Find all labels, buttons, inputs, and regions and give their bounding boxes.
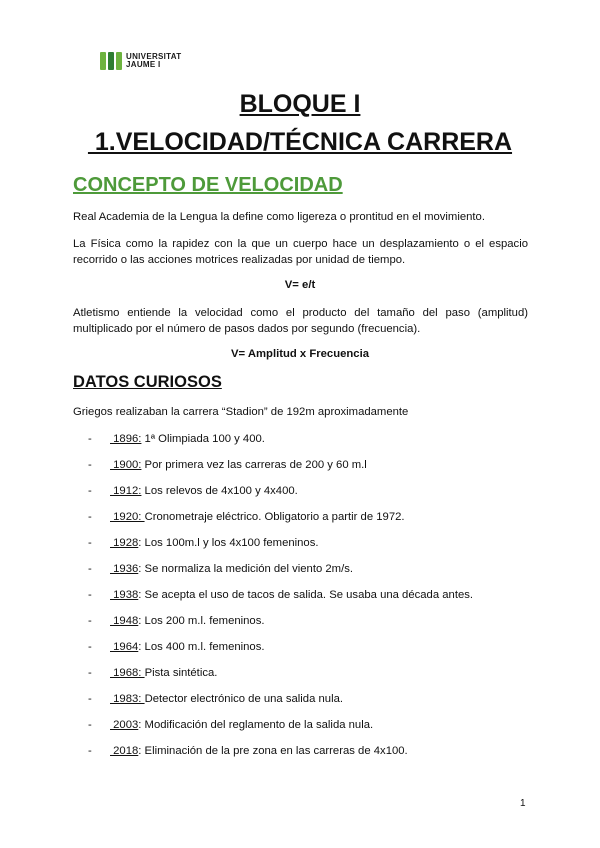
- list-bullet: -: [88, 615, 92, 627]
- formula-velocity: V= e/t: [284, 279, 316, 291]
- list-item-year: 1964: [110, 641, 139, 653]
- list-bullet: -: [88, 745, 92, 757]
- list-item-description: : Modificación del reglamento de la salida nula.: [138, 719, 374, 731]
- list-bullet: -: [88, 641, 92, 653]
- list-item-description: : Eliminación de la pre zona en las carreras de 4x100.: [138, 745, 408, 757]
- logo-text: UNIVERSITAT JAUME I: [126, 52, 182, 69]
- list-item-text: [110, 562, 353, 576]
- document-subtitle: 1.VELOCIDAD/TÉCNICA CARRERA: [87, 128, 513, 156]
- list-bullet: -: [88, 563, 92, 575]
- list-item-description: Detector electrónico de una salida nula.: [144, 693, 344, 705]
- list-item-year: 1938: [110, 589, 139, 601]
- list-item-description: Pista sintética.: [144, 667, 218, 679]
- section-heading-datos: DATOS CURIOSOS: [73, 373, 222, 391]
- section-heading-concepto: CONCEPTO DE VELOCIDAD: [73, 174, 343, 196]
- formula-amplitud-frecuencia: V= Amplitud x Frecuencia: [230, 348, 369, 360]
- list-bullet: -: [88, 667, 92, 679]
- document-title: BLOQUE I: [239, 90, 361, 118]
- list-item-year: 1936: [110, 563, 139, 575]
- list-item-description: : Se acepta el uso de tacos de salida. Se usaba una década antes.: [138, 589, 474, 601]
- list-item-text: [110, 718, 373, 732]
- list-bullet: -: [88, 485, 92, 497]
- list-item-year: 1983:: [110, 693, 145, 705]
- list-item-description: 1ª Olimpiada 100 y 400.: [141, 433, 265, 445]
- list-item-description: : Los 400 m.l. femeninos.: [138, 641, 265, 653]
- list-bullet: -: [88, 537, 92, 549]
- list-item-text: [110, 666, 217, 680]
- list-bullet: -: [88, 719, 92, 731]
- list-bullet: -: [88, 459, 92, 471]
- list-item-year: 1928: [110, 537, 139, 549]
- paragraph-fisica: La Física como la rapidez con la que un cuerpo hace un desplazamiento o el espacio recorrido o las acciones motrices realizadas por unidad de tiempo.: [73, 238, 528, 266]
- list-item-text: [110, 484, 298, 498]
- list-item-text: [110, 432, 265, 446]
- uji-logo-icon: [100, 52, 122, 70]
- list-item-text: [110, 458, 367, 472]
- list-item-text: [110, 614, 265, 628]
- list-item-text: [110, 536, 319, 550]
- list-item-text: [110, 692, 343, 706]
- list-bullet: -: [88, 433, 92, 445]
- page-number: 1: [520, 798, 526, 809]
- paragraph-rae: Real Academia de la Lengua la define como ligereza o prontitud en el movimiento.: [73, 211, 485, 223]
- list-item-text: [110, 510, 405, 524]
- list-bullet: -: [88, 511, 92, 523]
- list-item-description: Los relevos de 4x100 y 4x400.: [141, 485, 298, 497]
- list-item-description: : Se normaliza la medición del viento 2m/s.: [138, 563, 354, 575]
- list-item-year: 1900:: [110, 459, 142, 471]
- list-item-description: Por primera vez las carreras de 200 y 60 m.l: [141, 459, 367, 471]
- list-item-text: [110, 588, 473, 602]
- list-item-year: 1968:: [110, 667, 145, 679]
- list-item-description: Cronometraje eléctrico. Obligatorio a partir de 1972.: [144, 511, 405, 523]
- list-item-description: : Los 100m.l y los 4x100 femeninos.: [138, 537, 319, 549]
- university-logo: [100, 50, 181, 72]
- list-item-year: 2018: [110, 745, 139, 757]
- list-item-description: : Los 200 m.l. femeninos.: [138, 615, 265, 627]
- paragraph-griegos: Griegos realizaban la carrera “Stadion” de 192m aproximadamente: [73, 406, 409, 418]
- list-item-year: 1948: [110, 615, 139, 627]
- paragraph-atletismo: Atletismo entiende la velocidad como el producto del tamaño del paso (amplitud) multiplicado por el número de pasos dados por segundo (frecuencia).: [73, 307, 528, 335]
- list-item-text: [110, 744, 408, 758]
- list-bullet: -: [88, 589, 92, 601]
- list-item-year: 1920:: [110, 511, 145, 523]
- list-item-year: 2003: [110, 719, 139, 731]
- list-item-year: 1912:: [110, 485, 142, 497]
- list-bullet: -: [88, 693, 92, 705]
- list-item-year: 1896:: [110, 433, 142, 445]
- list-item-text: [110, 640, 265, 654]
